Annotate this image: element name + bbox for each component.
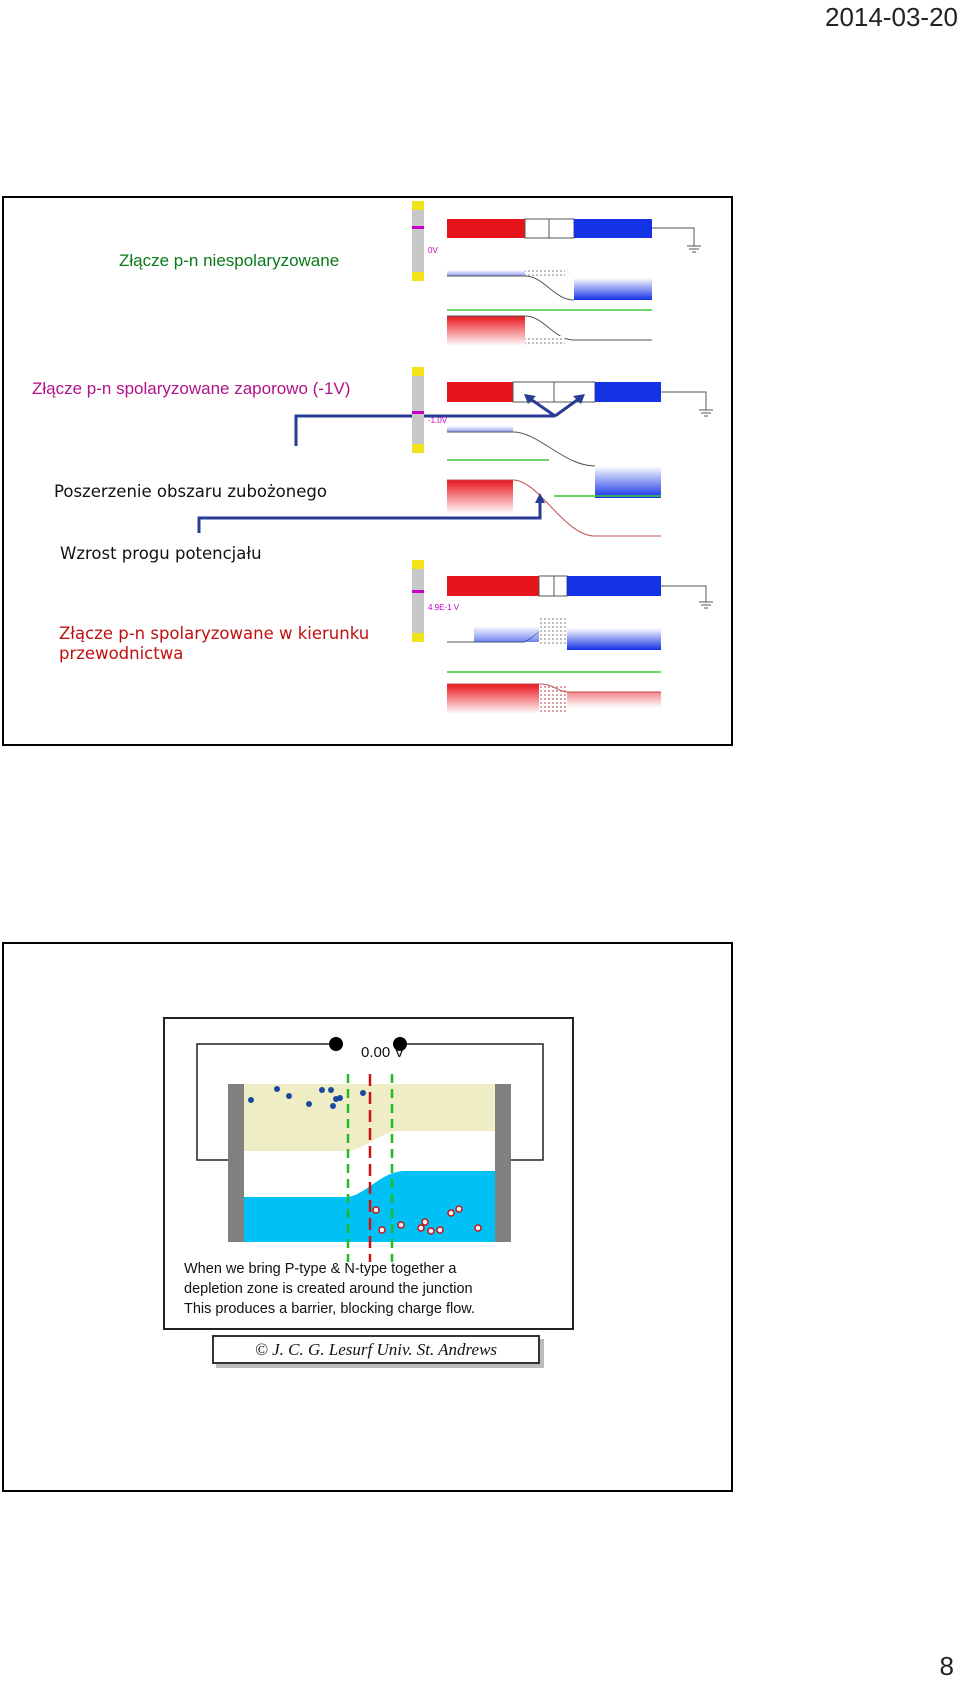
right-electrode <box>495 1084 511 1242</box>
caption-line: When we bring P-type & N-type together a <box>184 1261 457 1277</box>
label-reverse-bias: Złącze p-n spolaryzowane zaporowo (-1V) <box>32 379 351 398</box>
caption-line: This produces a barrier, blocking charge flow. <box>184 1301 475 1317</box>
sim-unbiased <box>447 219 701 346</box>
label-depletion-widening: Poszerzenie obszaru zubożonego <box>54 482 327 501</box>
left-terminal <box>329 1037 343 1051</box>
voltage-slider-forward[interactable] <box>412 560 424 642</box>
voltage-label: 0.00 V <box>361 1044 405 1061</box>
annotation-arrows <box>199 394 585 533</box>
page-date: 2014-03-20 <box>825 2 958 32</box>
n-region-block <box>574 219 652 238</box>
left-electrode <box>228 1084 244 1242</box>
p-valence-band <box>447 316 525 346</box>
depletion-zone-figure <box>163 1017 574 1330</box>
ground-wire <box>652 228 694 246</box>
voltage-readout-forward: 4.9E-1 V <box>428 603 460 612</box>
page-number: 8 <box>939 1651 954 1681</box>
label-barrier-increase: Wzrost progu potencjału <box>60 544 262 563</box>
slide-pn-junction-bias <box>2 196 733 746</box>
slide-depletion-zone <box>2 942 733 1492</box>
voltage-readout-unbiased: 0V <box>428 246 438 255</box>
n-conduction-band <box>574 278 652 300</box>
caption-line: depletion zone is created around the junction <box>184 1281 473 1297</box>
voltage-slider-unbiased[interactable] <box>412 201 424 281</box>
p-region-block <box>447 219 525 238</box>
credit-box: © J. C. G. Lesurf Univ. St. Andrews <box>212 1335 540 1364</box>
arrow-head-up <box>535 493 545 503</box>
label-forward-bias: Złącze p-n spolaryzowane w kierunku przewodnictwa <box>59 624 370 663</box>
sim-reverse-bias <box>447 382 713 536</box>
figure-caption <box>184 1259 475 1319</box>
voltage-readout-reverse: -1.0V <box>428 416 448 425</box>
sim-forward-bias <box>447 576 713 714</box>
voltage-slider-reverse[interactable] <box>412 367 424 453</box>
label-unbiased: Złącze p-n niespolaryzowane <box>119 251 340 270</box>
widening-arrow-line <box>296 416 555 446</box>
